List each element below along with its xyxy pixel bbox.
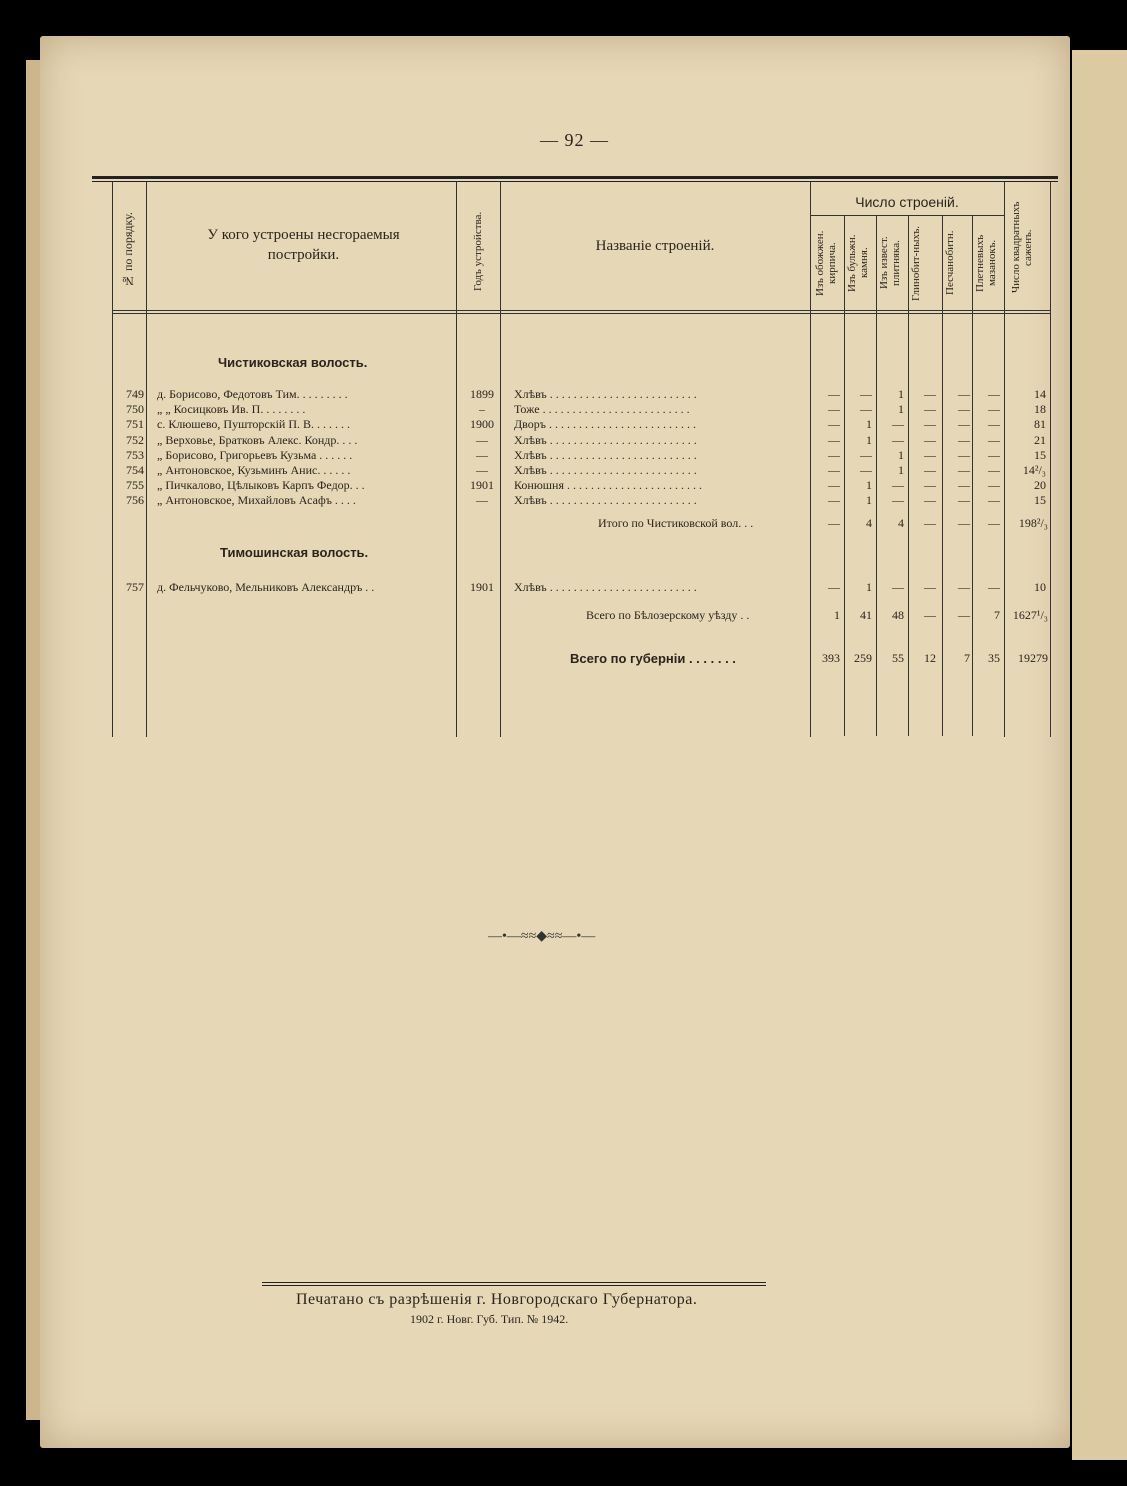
- header-bottom-line: [112, 313, 1050, 314]
- row-count: —: [988, 417, 1000, 432]
- row-count: —: [828, 580, 840, 594]
- row-year: –: [479, 402, 485, 417]
- row-number: 751: [126, 417, 144, 432]
- row-count: —: [988, 463, 1000, 477]
- row-count: —: [828, 387, 840, 401]
- row-count: —: [924, 478, 936, 493]
- row-count: —: [860, 447, 872, 462]
- row-area: 14: [1034, 387, 1046, 401]
- total-count: —: [828, 516, 840, 530]
- header-sub-2: Изъ бульжн. камня.: [846, 234, 870, 292]
- row-count: —: [988, 432, 1000, 447]
- header-col-year: Годъ устройства.: [472, 211, 484, 291]
- row-count: 1: [866, 478, 872, 493]
- total-count: 259: [854, 651, 872, 665]
- row-area: 15: [1034, 493, 1046, 508]
- row-building: Хлѣвъ . . . . . . . . . . . . . . . . . . . . . . . . .: [514, 493, 697, 508]
- row-count: —: [988, 493, 1000, 508]
- row-building: Конюшня . . . . . . . . . . . . . . . . . . . . . . .: [514, 478, 702, 493]
- table-row: [112, 402, 1052, 417]
- row-year: —: [476, 463, 488, 477]
- row-area: 21: [1034, 432, 1046, 447]
- table-row: [112, 493, 1052, 508]
- footer-rule: [262, 1282, 766, 1283]
- row-year: 1901: [470, 580, 494, 594]
- total-count: 7: [994, 608, 1000, 622]
- row-building: Хлѣвъ . . . . . . . . . . . . . . . . . . . . . . . . .: [514, 447, 697, 462]
- header-group: Число строеній.: [855, 194, 959, 210]
- row-count: —: [958, 432, 970, 447]
- header-sub-5: Песчанобитн.: [944, 230, 956, 296]
- ornament: —•—≈≈◆≈≈—•—: [488, 929, 596, 944]
- total-row: [112, 608, 1052, 623]
- row-owner: с. Клюшево, Пушторскій П. В. . . . . . .: [157, 417, 351, 432]
- row-count: —: [924, 580, 936, 594]
- header-col-name: Названіе строеній.: [595, 238, 715, 254]
- total-count: 41: [860, 608, 872, 622]
- row-area: 81: [1034, 417, 1046, 432]
- header-col-no: № по порядку.: [121, 212, 135, 288]
- row-count: —: [828, 447, 840, 462]
- total-count: 7: [964, 651, 970, 665]
- header-col-owner: У кого устроены несгораемыя постройки.: [207, 227, 400, 263]
- row-number: 750: [126, 402, 144, 417]
- table-row: [112, 580, 1052, 595]
- total-count: 48: [892, 608, 904, 622]
- row-count: —: [892, 432, 904, 447]
- table-row: [112, 478, 1052, 493]
- row-count: —: [828, 432, 840, 447]
- table-row: [112, 463, 1052, 478]
- total-area: 198²/₃: [1018, 516, 1048, 530]
- row-count: —: [958, 402, 970, 417]
- row-owner: „ Верховье, Братковъ Алекс. Кондр. . . .: [157, 432, 358, 447]
- row-area: 18: [1034, 402, 1046, 417]
- footer-rule: [262, 1285, 766, 1286]
- row-count: —: [828, 463, 840, 477]
- row-count: —: [860, 387, 872, 401]
- total-count: 1: [834, 608, 840, 622]
- header-sub-3: Изъ извест. плитняка.: [878, 236, 902, 290]
- row-year: 1900: [470, 417, 494, 432]
- row-count: 1: [898, 387, 904, 401]
- row-year: 1901: [470, 478, 494, 493]
- row-count: 1: [898, 402, 904, 417]
- row-count: —: [958, 463, 970, 477]
- row-count: —: [828, 417, 840, 432]
- row-count: —: [988, 387, 1000, 401]
- total-area: 19279: [1018, 651, 1048, 665]
- total-count: —: [958, 516, 970, 530]
- row-area: 15: [1034, 447, 1046, 462]
- table-row: [112, 387, 1052, 402]
- row-year: —: [476, 432, 488, 447]
- row-year: —: [476, 447, 488, 462]
- row-number: 754: [126, 463, 144, 477]
- row-count: 1: [866, 493, 872, 508]
- row-year: 1899: [470, 387, 494, 401]
- total-count: —: [924, 516, 936, 530]
- total-count: 55: [892, 651, 904, 665]
- row-count: —: [892, 417, 904, 432]
- footer-imprint: Печатано съ разрѣшенія г. Новгородскаго Губернатора.: [296, 1291, 698, 1308]
- row-count: 1: [898, 447, 904, 462]
- table-row: [112, 433, 1052, 448]
- row-count: 1: [898, 463, 904, 477]
- row-count: 1: [866, 580, 872, 594]
- row-owner: „ Антоновское, Михайловъ Асафъ . . . .: [157, 493, 356, 508]
- row-count: —: [988, 478, 1000, 493]
- row-owner: „ Антоновское, Кузьминъ Анис. . . . . .: [157, 463, 351, 477]
- row-count: —: [924, 432, 936, 447]
- row-number: 749: [126, 387, 144, 401]
- row-owner: „ Борисово, Григорьевъ Кузьма . . . . . .: [157, 447, 353, 462]
- row-count: —: [958, 580, 970, 594]
- row-number: 757: [126, 580, 144, 594]
- row-building: Хлѣвъ . . . . . . . . . . . . . . . . . . . . . . . . .: [514, 432, 697, 447]
- gub-total-label: Всего по губерніи . . . . . . .: [570, 651, 736, 666]
- row-building: Дворъ . . . . . . . . . . . . . . . . . . . . . . . . .: [514, 417, 696, 432]
- row-owner: „ „ Косицковъ Ив. П. . . . . . . .: [157, 402, 306, 417]
- total-count: 12: [924, 651, 936, 665]
- row-number: 755: [126, 478, 144, 493]
- row-count: —: [958, 447, 970, 462]
- row-count: —: [828, 493, 840, 508]
- row-owner: „ Пичкалово, Цѣлыковъ Карпъ Федор. . .: [157, 478, 365, 493]
- row-count: —: [924, 402, 936, 417]
- row-count: —: [828, 402, 840, 417]
- header-sub-4: Глинобит-ныхъ.: [910, 225, 922, 301]
- row-count: —: [958, 478, 970, 493]
- header-bottom-line: [112, 310, 1050, 311]
- total-row: [112, 651, 1052, 666]
- section-total-label: Итого по Чистиковской вол. . .: [598, 516, 754, 530]
- row-count: 1: [866, 432, 872, 447]
- row-count: —: [924, 417, 936, 432]
- row-area: 10: [1034, 580, 1046, 594]
- row-building: Тоже . . . . . . . . . . . . . . . . . . . . . . . . .: [514, 402, 690, 417]
- row-count: —: [958, 387, 970, 401]
- row-number: 753: [126, 447, 144, 462]
- row-count: —: [892, 478, 904, 493]
- footer-press: 1902 г. Новг. Губ. Тип. № 1942.: [410, 1312, 569, 1326]
- total-count: —: [958, 608, 970, 622]
- total-area: 1627¹/₃: [1012, 608, 1048, 622]
- total-count: 35: [988, 651, 1000, 665]
- total-count: 393: [822, 651, 840, 665]
- row-year: —: [476, 493, 488, 508]
- group-header-line: [810, 215, 1004, 216]
- row-number: 752: [126, 432, 144, 447]
- total-count: —: [988, 516, 1000, 530]
- row-count: —: [892, 493, 904, 508]
- total-count: 4: [898, 516, 904, 530]
- row-count: —: [860, 463, 872, 477]
- facing-page: [1072, 50, 1127, 1460]
- total-row: [112, 516, 1052, 531]
- header-sub-6: Плетневыхъ мазанокъ.: [974, 234, 998, 292]
- total-count: 4: [866, 516, 872, 530]
- row-count: —: [892, 580, 904, 594]
- row-count: —: [924, 493, 936, 508]
- row-building: Хлѣвъ . . . . . . . . . . . . . . . . . . . . . . . . .: [514, 463, 697, 477]
- header-col-area: Число квадратныхъ саженъ.: [1010, 201, 1034, 294]
- section-title: Тимошинская волость.: [220, 545, 369, 560]
- total-count: —: [924, 608, 936, 622]
- row-count: —: [958, 493, 970, 508]
- row-area: 20: [1034, 478, 1046, 493]
- row-count: —: [924, 463, 936, 477]
- row-count: —: [860, 402, 872, 417]
- section-title: Чистиковская волость.: [218, 355, 368, 370]
- row-count: 1: [866, 417, 872, 432]
- row-count: —: [988, 402, 1000, 417]
- uyezd-total-label: Всего по Бѣлозерскому уѣзду . .: [586, 608, 750, 622]
- table-top-rule: [92, 176, 1058, 179]
- row-count: —: [958, 417, 970, 432]
- header-sub-1: Изъ обожжен. кирпича.: [814, 230, 838, 296]
- row-building: Хлѣвъ . . . . . . . . . . . . . . . . . . . . . . . . .: [514, 580, 697, 594]
- row-count: —: [924, 387, 936, 401]
- row-building: Хлѣвъ . . . . . . . . . . . . . . . . . . . . . . . . .: [514, 387, 697, 401]
- page-number: — 92 —: [540, 130, 609, 150]
- table-top-rule-thin: [92, 181, 1058, 182]
- row-count: —: [988, 580, 1000, 594]
- row-count: —: [828, 478, 840, 493]
- row-count: —: [988, 447, 1000, 462]
- row-area: 14²/₃: [1022, 463, 1046, 477]
- row-number: 756: [126, 493, 144, 508]
- row-count: —: [924, 447, 936, 462]
- table-row: [112, 448, 1052, 463]
- row-owner: д. Фельчуково, Мельниковъ Александръ . .: [157, 580, 375, 594]
- table-row: [112, 417, 1052, 432]
- row-owner: д. Борисово, Федотовъ Тим. . . . . . . . .: [157, 387, 348, 401]
